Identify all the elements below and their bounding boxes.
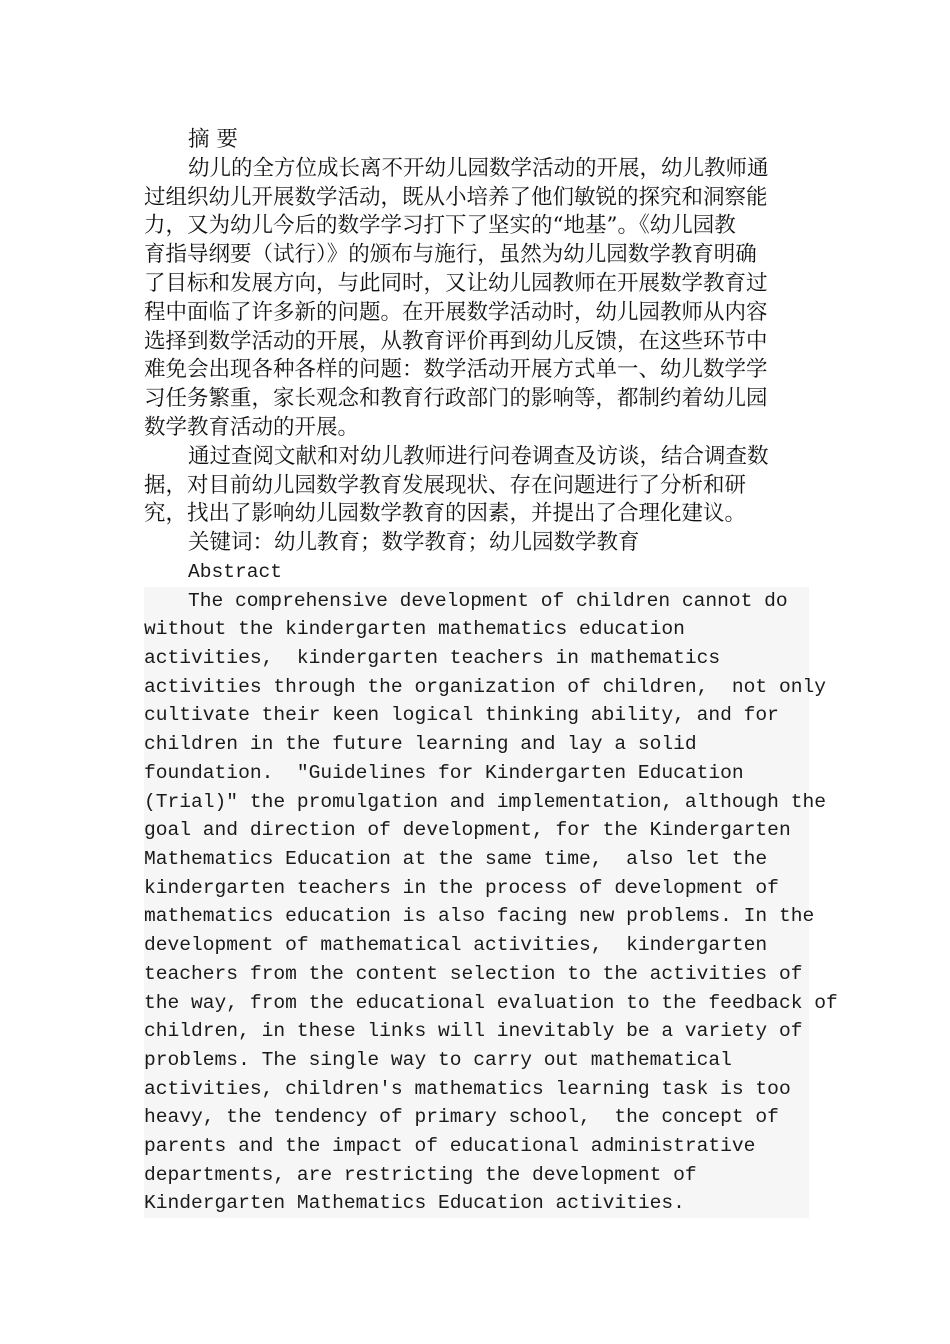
text-line: 了目标和发展方向，与此同时，又让幼儿园教师在开展数学教育过: [144, 270, 768, 296]
text-line: children, in these links will inevitably be a variety of: [144, 1017, 809, 1046]
en-abstract-heading: Abstract: [188, 560, 283, 583]
text-line: 难免会出现各种各样的问题：数学活动开展方式单一、幼儿数学学: [144, 357, 768, 383]
text-line: 过组织幼儿开展数学活动，既从小培养了他们敏锐的探究和洞察能: [144, 184, 768, 210]
text-line: activities, children's mathematics learning task is too: [144, 1075, 809, 1104]
text-line: activities through the organization of children, not only: [144, 673, 809, 702]
document-page: [144, 126, 838, 1218]
text-line: The comprehensive development of children cannot do: [144, 587, 809, 616]
text-line: 幼儿的全方位成长离不开幼儿园数学活动的开展，幼儿教师通: [188, 155, 769, 181]
text-line: 据，对目前幼儿园数学教育发展现状、存在问题进行了分析和研: [144, 472, 747, 498]
text-line: the way, from the educational evaluation to the feedback of: [144, 989, 809, 1018]
text-line: 习任务繁重，家长观念和教育行政部门的影响等，都制约着幼儿园: [144, 386, 768, 412]
en-abstract-paragraph: [144, 587, 838, 1218]
text-line: (Trial)" the promulgation and implementation, although the: [144, 788, 809, 817]
text-line: cultivate their keen logical thinking ability, and for: [144, 701, 809, 730]
text-line: Mathematics Education at the same time, also let the: [144, 845, 809, 874]
text-line: goal and direction of development, for the Kindergarten: [144, 816, 809, 845]
text-line: 程中面临了许多新的问题。在开展数学活动时，幼儿园教师从内容: [144, 299, 768, 325]
text-line: departments, are restricting the development of: [144, 1161, 809, 1190]
text-line: 力，又为幼儿今后的数学学习打下了坚实的“地基”。《幼儿园教: [144, 213, 736, 239]
text-line: 育指导纲要（试行）》的颁布与施行，虽然为幼儿园数学教育明确: [144, 242, 757, 268]
text-line: 选择到数学活动的开展，从教育评价再到幼儿反馈，在这些环节中: [144, 328, 768, 354]
text-line: foundation. "Guidelines for Kindergarten Education: [144, 759, 809, 788]
text-line: kindergarten teachers in the process of development of: [144, 874, 809, 903]
text-line: activities, kindergarten teachers in mathematics: [144, 644, 809, 673]
text-line: parents and the impact of educational administrative: [144, 1132, 809, 1161]
text-line: Kindergarten Mathematics Education activities.: [144, 1189, 809, 1218]
text-line: without the kindergarten mathematics education: [144, 615, 809, 644]
zh-abstract-paragraph-2: [144, 443, 809, 529]
text-line: 数学教育活动的开展。: [144, 414, 360, 440]
zh-keywords: 关键词：幼儿教育；数学教育；幼儿园数学教育: [188, 530, 640, 556]
zh-abstract-paragraph-1: [144, 155, 809, 443]
text-line: 通过查阅文献和对幼儿教师进行问卷调查及访谈，结合调查数: [188, 443, 769, 469]
zh-abstract-heading: 摘 要: [188, 127, 238, 152]
text-line: heavy, the tendency of primary school, the concept of: [144, 1103, 809, 1132]
text-line: teachers from the content selection to the activities of: [144, 960, 809, 989]
text-line: children in the future learning and lay a solid: [144, 730, 809, 759]
text-line: problems. The single way to carry out mathematical: [144, 1046, 809, 1075]
text-line: 究，找出了影响幼儿园数学教育的因素，并提出了合理化建议。: [144, 501, 747, 527]
text-line: mathematics education is also facing new problems. In the: [144, 902, 809, 931]
text-line: development of mathematical activities, kindergarten: [144, 931, 809, 960]
